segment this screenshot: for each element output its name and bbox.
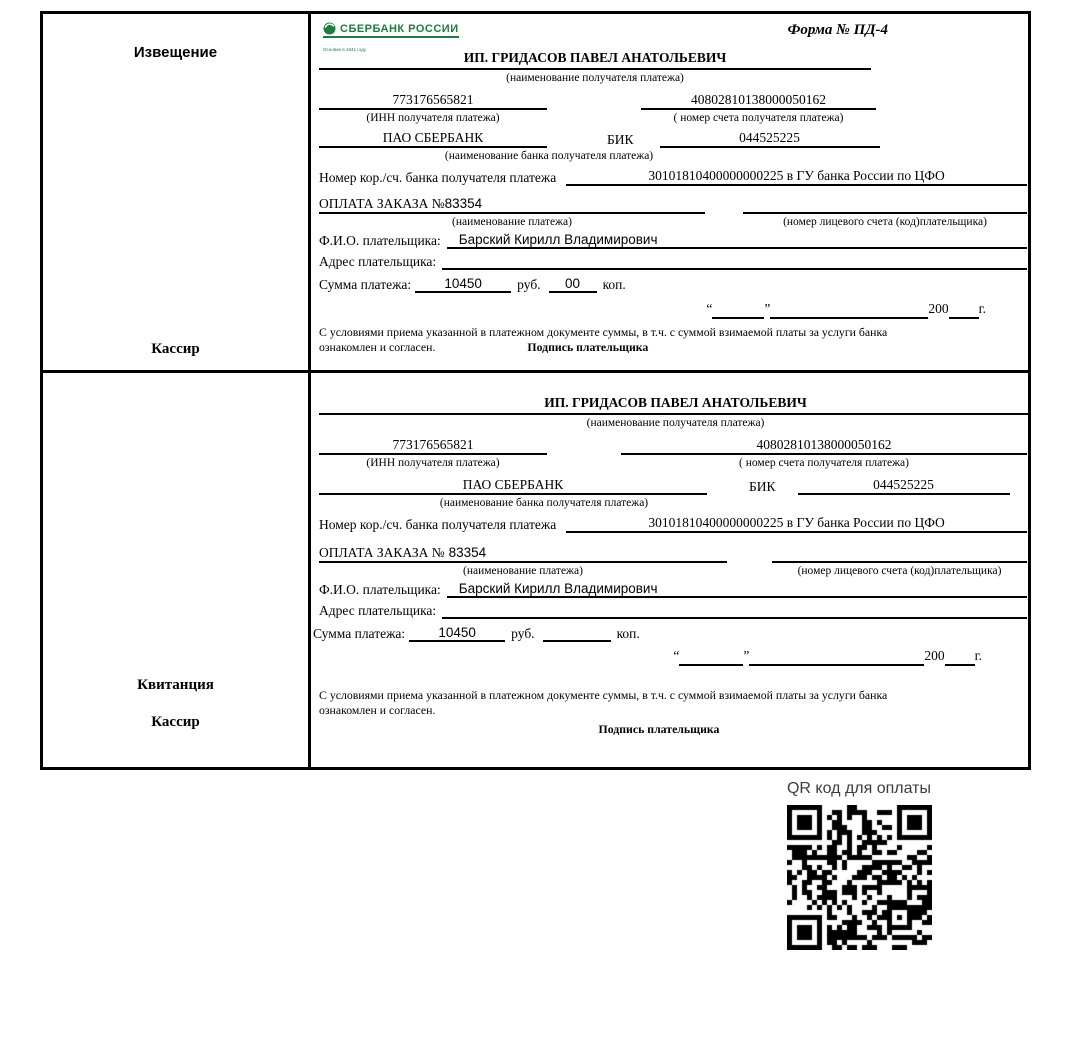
sum-kop-value: 00 — [549, 276, 597, 293]
sum-kop-value — [543, 625, 611, 642]
payee-caption: (наименование получателя платежа) — [506, 72, 684, 84]
account-caption: ( номер счета получателя платежа) — [739, 457, 909, 469]
account-caption: ( номер счета получателя платежа) — [673, 112, 844, 124]
sum-label: Сумма платежа: — [319, 277, 412, 292]
corr-label: Номер кор./сч. банка получателя платежа — [319, 170, 557, 185]
address-row — [319, 602, 1028, 619]
cashier-label: Кассир — [151, 341, 200, 357]
inn-account-captions — [319, 455, 1028, 469]
kop-label: коп. — [602, 277, 626, 292]
inn-account-row — [319, 92, 1028, 110]
cashier-label: Кассир — [151, 714, 200, 730]
personal-caption: (номер лицевого счета (код)плательщика) — [797, 565, 1002, 577]
agreement-line2: ознакомлен и согласен. — [319, 703, 436, 717]
agreement-line1: С условиями приема указанной в платежном документе суммы, в т.ч. с суммой взимаемой платы за услуги банка — [319, 688, 888, 702]
rub-label: руб. — [511, 626, 535, 641]
slip-receipt — [43, 370, 1028, 767]
notice-header-row — [319, 14, 1028, 50]
bik-label: БИК — [749, 479, 776, 494]
inn-caption: (ИНН получателя платежа) — [366, 112, 500, 124]
payee-inn: 773176565821 — [319, 437, 547, 455]
bank-bik-row — [319, 130, 1028, 148]
personal-caption: (номер лицевого счета (код)плательщика) — [783, 216, 987, 228]
qr-payment-block — [775, 780, 943, 955]
purpose-row — [319, 543, 1028, 563]
bank-caption: (наименование банка получателя платежа) — [444, 150, 654, 162]
year-prefix: 200 — [928, 301, 949, 316]
signature-label: Подпись плательщика — [527, 340, 649, 354]
quote-close: ” — [764, 301, 771, 316]
sum-label: Сумма платежа: — [313, 626, 406, 641]
qr-label: QR код для оплаты — [786, 780, 931, 797]
address-value — [442, 602, 1027, 619]
receipt-main-column — [311, 373, 1028, 767]
fio-row — [319, 232, 1028, 249]
year-suffix: г. — [978, 301, 986, 316]
purpose-prefix: ОПЛАТА ЗАКАЗА № — [319, 196, 445, 211]
quote-open: “ — [673, 648, 680, 663]
corr-value: 30101810400000000225 в ГУ банка России по ЦФО — [566, 515, 1027, 533]
receipt-stub-column — [43, 373, 311, 767]
form-number-label: Форма № ПД-4 — [787, 22, 888, 38]
sum-row — [313, 625, 1028, 642]
fio-row — [319, 581, 1028, 598]
sum-rub-value: 10450 — [415, 276, 511, 293]
date-year-blank — [945, 648, 975, 666]
payment-form-pd4 — [40, 11, 1031, 770]
quote-close: ” — [743, 648, 750, 663]
purpose-number: 83354 — [444, 196, 483, 211]
agreement-block — [319, 325, 1028, 355]
corr-account-row — [319, 515, 1028, 533]
purpose-captions — [319, 563, 1028, 577]
notice-stub-column — [43, 14, 311, 370]
sum-row — [319, 276, 1028, 293]
bank-bik-row — [319, 477, 1028, 495]
purpose-value — [319, 196, 705, 214]
purpose-captions — [319, 214, 1028, 228]
notice-main-column — [311, 14, 1028, 370]
purpose-caption: (наименование платежа) — [452, 216, 572, 228]
sberbank-logo-line — [323, 22, 459, 38]
date-row — [319, 648, 1028, 666]
purpose-value — [319, 545, 727, 563]
agreement-block — [319, 688, 1028, 737]
kop-label: коп. — [616, 626, 640, 641]
agreement-line2-row — [319, 340, 998, 355]
date-day-blank — [712, 301, 764, 319]
year-suffix: г. — [974, 648, 982, 663]
inn-account-captions — [319, 110, 1028, 124]
rub-label: руб. — [517, 277, 541, 292]
fio-value: Барский Кирилл Владимирович — [447, 232, 1027, 249]
sberbank-logo-subtext: Основан в 1841 году — [323, 47, 367, 52]
purpose-prefix: ОПЛАТА ЗАКАЗА № — [319, 545, 445, 560]
purpose-caption: (наименование платежа) — [463, 565, 583, 577]
corr-value: 30101810400000000225 в ГУ банка России по ЦФО — [566, 168, 1027, 186]
personal-account-blank — [743, 194, 1027, 214]
quote-open: “ — [706, 301, 713, 316]
fio-label: Ф.И.О. плательщика: — [319, 233, 441, 248]
agreement-line2: ознакомлен и согласен. — [319, 340, 436, 354]
bank-name: ПАО СБЕРБАНК — [319, 130, 547, 148]
fio-value: Барский Кирилл Владимирович — [447, 581, 1027, 598]
inn-account-row — [319, 437, 1028, 455]
date-day-blank — [679, 648, 743, 666]
date-month-blank — [749, 648, 924, 666]
payee-inn: 773176565821 — [319, 92, 547, 110]
payee-account: 40802810138000050162 — [641, 92, 876, 110]
sberbank-logo-text: СБЕРБАНК РОССИИ — [340, 22, 459, 35]
bank-caption: (наименование банка получателя платежа) — [439, 497, 649, 509]
sberbank-emblem-icon — [323, 22, 336, 35]
purpose-row — [319, 194, 1028, 214]
purpose-number: 83354 — [448, 545, 487, 560]
bik-label: БИК — [607, 132, 634, 147]
address-label: Адрес плательщика: — [319, 254, 437, 269]
notice-label: Извещение — [133, 44, 218, 61]
bik-value: 044525225 — [660, 130, 880, 148]
slip-notice — [43, 14, 1028, 370]
address-value — [442, 253, 1027, 270]
payee-name: ИП. ГРИДАСОВ ПАВЕЛ АНАТОЛЬЕВИЧ — [319, 50, 871, 70]
bank-name: ПАО СБЕРБАНК — [319, 477, 707, 495]
fio-label: Ф.И.О. плательщика: — [319, 582, 441, 597]
payee-name: ИП. ГРИДАСОВ ПАВЕЛ АНАТОЛЬЕВИЧ — [319, 395, 1028, 415]
date-year-blank — [949, 301, 979, 319]
address-label: Адрес плательщика: — [319, 603, 437, 618]
payee-account: 40802810138000050162 — [621, 437, 1027, 455]
personal-account-blank — [772, 543, 1027, 563]
sum-rub-value: 10450 — [409, 625, 505, 642]
corr-account-row — [319, 168, 1028, 186]
agreement-line1: С условиями приема указанной в платежном документе суммы, в т.ч. с суммой взимаемой платы за услуги банка — [319, 325, 888, 339]
corr-label: Номер кор./сч. банка получателя платежа — [319, 517, 557, 532]
address-row — [319, 253, 1028, 270]
date-month-blank — [770, 301, 928, 319]
receipt-label: Квитанция — [137, 677, 214, 693]
date-row — [319, 301, 1028, 319]
year-prefix: 200 — [924, 648, 945, 663]
qr-code — [787, 805, 932, 950]
payee-caption: (наименование получателя платежа) — [586, 417, 765, 429]
inn-caption: (ИНН получателя платежа) — [366, 457, 500, 469]
signature-label: Подпись плательщика — [598, 722, 720, 736]
bik-value: 044525225 — [798, 477, 1010, 495]
